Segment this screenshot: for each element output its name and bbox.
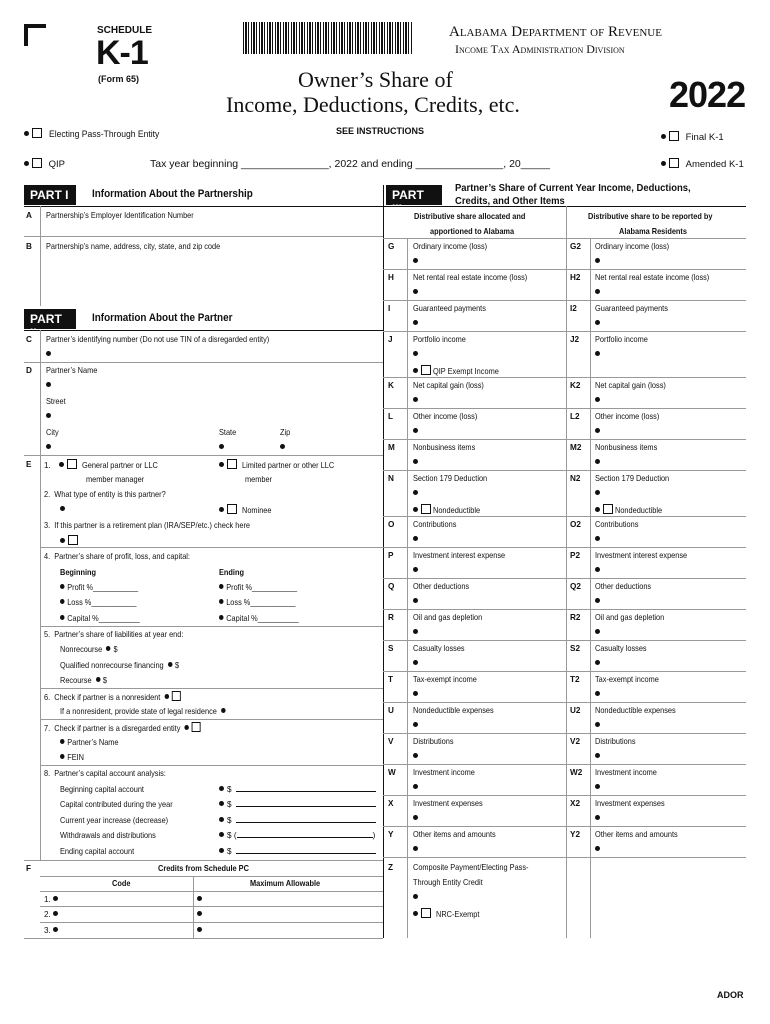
p3-amount-al[interactable] <box>413 288 421 297</box>
p3-label: Investment income <box>413 768 475 777</box>
p3-code2: G2 <box>570 242 581 251</box>
p3-amount-al[interactable] <box>413 350 421 359</box>
nominee-row <box>219 504 275 515</box>
p3-label: Nonbusiness items <box>413 443 476 452</box>
p3-label: Investment interest expense <box>413 551 506 560</box>
nrc-exempt-checkbox[interactable] <box>421 908 431 918</box>
general-partner-checkbox[interactable] <box>67 459 77 469</box>
p3-amount-res[interactable] <box>595 396 603 405</box>
p3-label2: Nonbusiness items <box>595 443 658 452</box>
credit-row-2[interactable]: 2. <box>44 910 61 919</box>
see-instructions: SEE INSTRUCTIONS <box>336 126 425 136</box>
qip-checkbox[interactable] <box>32 158 42 168</box>
p3-label2: Investment income <box>595 768 657 777</box>
amended-row <box>661 158 744 170</box>
line-f-code: F <box>26 864 32 873</box>
barcode <box>243 22 413 54</box>
p3-code: P <box>388 551 394 560</box>
capital-ending[interactable]: Capital %__________ <box>219 614 299 623</box>
p3-amount-al[interactable] <box>413 458 421 467</box>
e5-label: 5. Partner’s share of liabilities at year end: <box>44 630 184 639</box>
p3-code2: Y2 <box>570 830 581 839</box>
p3-amount-res[interactable] <box>595 288 603 297</box>
part1-title: Information About the Partnership <box>92 188 253 200</box>
member-manager-label: member manager <box>86 475 145 484</box>
p3-code: J <box>388 335 393 344</box>
disregarded-checkbox[interactable] <box>192 722 201 732</box>
capital-beginning[interactable]: Capital %__________ <box>60 614 140 623</box>
bullet-icon <box>595 258 600 263</box>
loss-ending[interactable]: Loss %___________ <box>219 598 295 607</box>
limited-partner-label: Limited partner or other LLC <box>242 461 335 470</box>
e1-row <box>44 459 167 470</box>
p3-label: Investment expenses <box>413 799 483 808</box>
p3-code: M <box>388 443 395 452</box>
cap-beginning-field[interactable]: $ <box>219 785 376 794</box>
nrc-exempt-label: NRC-Exempt <box>436 910 480 919</box>
line-c-label: Partner’s identifying number (Do not use TIN of a disregarded entity) <box>46 335 270 344</box>
bullet-icon <box>595 397 600 402</box>
p3-amount-res[interactable] <box>595 628 603 637</box>
max-header: Maximum Allowable <box>250 879 321 888</box>
p3-label: Net rental real estate income (loss) <box>413 273 528 282</box>
p3-code2: O2 <box>570 520 581 529</box>
bullet-icon <box>413 815 418 820</box>
bullet-icon <box>595 722 600 727</box>
profit-beginning[interactable]: Profit %___________ <box>60 583 138 592</box>
amended-label: Amended K-1 <box>685 159 744 170</box>
p3-code: O <box>388 520 395 529</box>
bullet-icon <box>46 382 51 387</box>
loss-beginning[interactable]: Loss %___________ <box>60 598 136 607</box>
credit-row-3[interactable]: 3. <box>44 926 61 935</box>
bullet-icon <box>413 753 418 758</box>
form-sub: (Form 65) <box>98 74 140 84</box>
p3-code: Q <box>388 582 395 591</box>
line-d-code: D <box>26 366 32 375</box>
p3-amount-res[interactable] <box>595 489 603 498</box>
bullet-icon <box>413 691 418 696</box>
bullet-icon <box>595 753 600 758</box>
ending-label: Ending <box>219 568 244 577</box>
e6-row: 6. Check if partner is a nonresident <box>44 691 181 702</box>
bullet-icon <box>413 629 418 634</box>
p3-amount-res[interactable] <box>595 458 603 467</box>
bullet-icon <box>595 351 600 356</box>
bullet-icon <box>197 927 202 932</box>
p3-amount-res[interactable] <box>595 783 603 792</box>
p3-code2: I2 <box>570 304 577 313</box>
cap-increase-field[interactable]: $ <box>219 816 376 825</box>
p3-amount-res[interactable] <box>595 597 603 606</box>
bullet-icon <box>413 507 418 512</box>
final-label: Final K-1 <box>685 132 724 143</box>
credit-row-1[interactable]: 1. <box>44 895 61 904</box>
cap-ending-field[interactable]: $ <box>219 847 376 856</box>
p3-amount-res[interactable] <box>595 752 603 761</box>
zip-label: Zip <box>280 428 291 437</box>
p3-code: T <box>388 675 394 684</box>
dept-line1: Alabama Department of Revenue <box>449 24 662 40</box>
nominee-checkbox[interactable] <box>227 504 237 514</box>
p3-label: Portfolio income <box>413 335 466 344</box>
p3-label2: Other items and amounts <box>595 830 678 839</box>
recourse-row[interactable]: Recourse $ <box>60 676 107 685</box>
cap-ending-label: Ending capital account <box>60 847 135 856</box>
general-partner-label: General partner or LLC <box>82 461 159 470</box>
p3-label2: Section 179 Deduction <box>595 474 670 483</box>
footer-ador: ADOR <box>717 990 744 1000</box>
p3-amount-res[interactable] <box>595 350 603 359</box>
bullet-icon <box>413 722 418 727</box>
e8-label: 8. Partner’s capital account analysis: <box>44 769 166 778</box>
bullet-icon <box>595 490 600 495</box>
p3-label2: Investment expenses <box>595 799 665 808</box>
cap-withdrawals-label: Withdrawals and distributions <box>60 831 156 840</box>
bullet-icon <box>280 444 285 449</box>
bullet-icon <box>413 368 418 373</box>
bullet-icon <box>595 846 600 851</box>
qip-exempt-row <box>413 365 506 376</box>
qip-label: QIP <box>48 159 66 170</box>
code-header: Code <box>112 879 131 888</box>
p3-amount-al[interactable] <box>413 845 421 854</box>
p3-label2: Net capital gain (loss) <box>595 381 666 390</box>
cap-beginning-label: Beginning capital account <box>60 785 144 794</box>
p3-code: R <box>388 613 394 622</box>
bullet-icon <box>595 815 600 820</box>
p3-label2: Guaranteed payments <box>595 304 668 313</box>
bullet-icon <box>595 320 600 325</box>
e7-fein-row[interactable]: FEIN <box>60 753 84 762</box>
p3-amount-al[interactable] <box>413 427 421 436</box>
bullet-icon <box>595 428 600 433</box>
e4-label: 4. Partner’s share of profit, loss, and capital: <box>44 552 190 561</box>
city-label: City <box>46 428 59 437</box>
z-line2: Through Entity Credit <box>413 878 483 887</box>
part1-label: PART I <box>24 185 76 205</box>
bullet-icon <box>595 691 600 696</box>
e2-label: 2. What type of entity is this partner? <box>44 490 166 499</box>
p3-label: Other items and amounts <box>413 830 496 839</box>
electing-label: Electing Pass-Through Entity <box>48 129 159 140</box>
title-line2: Income, Deductions, Credits, etc. <box>226 92 520 117</box>
bullet-icon <box>595 660 600 665</box>
e6b-row[interactable]: If a nonresident, provide state of legal residence <box>60 707 228 716</box>
p3-amount-res[interactable] <box>595 427 603 436</box>
p3-label2: Portfolio income <box>595 335 648 344</box>
p3-label2: Ordinary income (loss) <box>595 242 670 251</box>
p3-label: Casualty losses <box>413 644 465 653</box>
bullet-icon <box>661 134 666 139</box>
limited-partner-checkbox[interactable] <box>227 459 237 469</box>
p3-label: Guaranteed payments <box>413 304 486 313</box>
bullet-icon <box>595 507 600 512</box>
bullet-icon <box>413 320 418 325</box>
member-label: member <box>245 475 273 484</box>
p3-code2: V2 <box>570 737 581 746</box>
beginning-label: Beginning <box>60 568 97 577</box>
p3-amount-al[interactable] <box>413 396 421 405</box>
title-line1: Owner’s Share of <box>298 67 453 92</box>
p3-label2: Casualty losses <box>595 644 647 653</box>
final-row <box>661 131 724 143</box>
p3-label2: Net rental real estate income (loss) <box>595 273 710 282</box>
nondeductible-checkbox-2[interactable] <box>603 504 613 514</box>
final-checkbox[interactable] <box>669 131 679 141</box>
p3-label: Section 179 Deduction <box>413 474 488 483</box>
qip-exempt-label: QIP Exempt Income <box>433 367 500 376</box>
p3-code: H <box>388 273 394 282</box>
bullet-icon <box>46 351 51 356</box>
p3-amount-al[interactable] <box>413 489 421 498</box>
bullet-icon <box>197 911 202 916</box>
cap-increase-label: Current year increase (decrease) <box>60 816 169 825</box>
line-c-code: C <box>26 335 32 344</box>
p3-code2: K2 <box>570 381 581 390</box>
bullet-icon <box>46 413 51 418</box>
p3-code: Y <box>388 830 394 839</box>
p3-label: Net capital gain (loss) <box>413 381 484 390</box>
bullet-icon <box>413 397 418 402</box>
p3-label: Ordinary income (loss) <box>413 242 488 251</box>
bullet-icon <box>46 444 51 449</box>
p3-amount-res[interactable] <box>595 721 603 730</box>
bullet-icon <box>595 289 600 294</box>
p3-code2: S2 <box>570 644 581 653</box>
line-a-label: Partnership’s Employer Identification Number <box>46 211 194 220</box>
p3-code2: H2 <box>570 273 581 282</box>
form-id: K-1 <box>96 34 148 72</box>
p3-label2: Investment interest expense <box>595 551 688 560</box>
qip-row <box>24 158 65 170</box>
p3-code: K <box>388 381 394 390</box>
e1-number: 1. <box>44 461 51 470</box>
p3-label2: Tax-exempt income <box>595 675 659 684</box>
p3-label2: Contributions <box>595 520 639 529</box>
bullet-icon <box>219 444 224 449</box>
bullet-icon <box>595 459 600 464</box>
bullet-icon <box>413 428 418 433</box>
p3-code: G <box>388 242 395 251</box>
line-z-code: Z <box>388 863 394 872</box>
dept-line2: Income Tax Administration Division <box>455 42 625 56</box>
bullet-icon <box>595 629 600 634</box>
colA-line2: apportioned to Alabama <box>430 227 515 236</box>
bullet-icon <box>59 462 64 467</box>
nonresident-checkbox[interactable] <box>172 691 181 701</box>
colB-line1: Distributive share to be reported by <box>588 212 713 221</box>
p3-amount-al[interactable] <box>413 597 421 606</box>
nondeductible-checkbox[interactable] <box>421 504 431 514</box>
part2-title: Information About the Partner <box>92 312 233 324</box>
p3-code: X <box>388 799 394 808</box>
p3-amount-res[interactable] <box>595 535 603 544</box>
p3-label2: Distributions <box>595 737 636 746</box>
p3-label: Oil and gas depletion <box>413 613 483 622</box>
p3-code2: P2 <box>570 551 581 560</box>
p3-label: Nondeductible expenses <box>413 706 494 715</box>
nondeductible-row-2 <box>595 504 668 515</box>
z-line1: Composite Payment/Electing Pass- <box>413 863 529 872</box>
p3-label2: Other income (loss) <box>595 412 660 421</box>
profit-ending[interactable]: Profit %___________ <box>219 583 297 592</box>
p3-code2: W2 <box>570 768 583 777</box>
street-label: Street <box>46 397 66 406</box>
nonrecourse-row[interactable]: Nonrecourse $ <box>60 645 118 654</box>
p3-amount-al[interactable] <box>413 628 421 637</box>
p3-code2: R2 <box>570 613 581 622</box>
bullet-icon <box>24 161 29 166</box>
bullet-icon <box>60 538 65 543</box>
tax-year: 2022 <box>669 74 746 115</box>
p3-amount-al[interactable] <box>413 783 421 792</box>
qualified-row[interactable]: Qualified nonrecourse financing $ <box>60 661 180 670</box>
qip-exempt-checkbox[interactable] <box>421 365 431 375</box>
line-a-code: A <box>26 211 32 220</box>
p3-amount-al[interactable] <box>413 659 421 668</box>
p3-code: U <box>388 706 394 715</box>
retirement-plan-checkbox[interactable] <box>68 535 78 545</box>
nondeductible-row <box>413 504 486 515</box>
bullet-icon <box>197 896 202 901</box>
e7-row: 7. Check if partner is a disregarded entity <box>44 722 201 733</box>
p3-label2: Other deductions <box>595 582 652 591</box>
p3-amount-res[interactable] <box>595 690 603 699</box>
p3-amount-al[interactable] <box>413 566 421 575</box>
p3-amount-res[interactable] <box>595 566 603 575</box>
amended-checkbox[interactable] <box>669 158 679 168</box>
p3-amount-al[interactable] <box>413 721 421 730</box>
part3-label: PART III <box>386 185 442 205</box>
p3-amount-al[interactable] <box>413 814 421 823</box>
credits-title: Credits from Schedule PC <box>158 864 249 873</box>
p3-amount-res[interactable] <box>595 814 603 823</box>
bullet-icon <box>413 660 418 665</box>
p3-code2: T2 <box>570 675 580 684</box>
bullet-icon <box>219 462 224 467</box>
partner-name-label: Partner’s Name <box>46 366 98 375</box>
p3-code2: Q2 <box>570 582 581 591</box>
p3-code: V <box>388 737 394 746</box>
p3-amount-al[interactable] <box>413 752 421 761</box>
bullet-icon <box>413 459 418 464</box>
cap-contributed-label: Capital contributed during the year <box>60 800 173 809</box>
line-e-code: E <box>26 460 32 469</box>
p3-amount-res[interactable] <box>595 659 603 668</box>
p3-label2: Nondeductible expenses <box>595 706 676 715</box>
bullet-icon <box>595 598 600 603</box>
e1-limited-row <box>219 459 345 470</box>
corner-mark <box>24 24 46 46</box>
p3-amount-al[interactable] <box>413 257 421 266</box>
nondeductible-label-2: Nondeductible <box>615 506 663 515</box>
bullet-icon <box>219 507 224 512</box>
p3-label: Contributions <box>413 520 457 529</box>
bullet-icon <box>413 846 418 851</box>
z-amount[interactable] <box>413 893 421 902</box>
p3-amount-res[interactable] <box>595 257 603 266</box>
e3-label: 3. If this partner is a retirement plan (IRA/SEP/etc.) check here <box>44 521 251 530</box>
electing-row <box>24 128 171 140</box>
bullet-icon <box>595 784 600 789</box>
p3-code2: L2 <box>570 412 580 421</box>
bullet-icon <box>413 784 418 789</box>
p3-code2: M2 <box>570 443 582 452</box>
p3-amount-res[interactable] <box>595 845 603 854</box>
bullet-icon <box>413 490 418 495</box>
bullet-icon <box>60 506 65 511</box>
bullet-icon <box>413 351 418 356</box>
cap-contributed-field[interactable]: $ <box>219 800 376 809</box>
p3-code2: X2 <box>570 799 581 808</box>
bullet-icon <box>413 598 418 603</box>
colA-line1: Distributive share allocated and <box>414 212 526 221</box>
p3-amount-res[interactable] <box>595 319 603 328</box>
schedule-label: SCHEDULE <box>97 25 153 36</box>
part3-title1: Partner’s Share of Current Year Income, Deductions, <box>455 182 691 194</box>
p3-amount-al[interactable] <box>413 319 421 328</box>
bullet-icon <box>24 131 29 136</box>
bullet-icon <box>595 567 600 572</box>
bullet-icon <box>413 258 418 263</box>
p3-code2: J2 <box>570 335 580 344</box>
bullet-icon <box>661 161 666 166</box>
p3-code: N <box>388 474 394 483</box>
p3-code: S <box>388 644 394 653</box>
p3-label: Distributions <box>413 737 454 746</box>
p3-label2: Oil and gas depletion <box>595 613 665 622</box>
bullet-icon <box>595 536 600 541</box>
nrc-row <box>413 908 485 919</box>
p3-amount-al[interactable] <box>413 690 421 699</box>
bullet-icon <box>413 536 418 541</box>
state-label: State <box>219 428 237 437</box>
colB-line2: Alabama Residents <box>619 227 687 236</box>
p3-code: I <box>388 304 391 313</box>
p3-code2: U2 <box>570 706 581 715</box>
p3-amount-al[interactable] <box>413 535 421 544</box>
e7-name-row[interactable]: Partner’s Name <box>60 738 119 747</box>
p3-code: W <box>388 768 396 777</box>
p3-label: Other deductions <box>413 582 470 591</box>
bullet-icon <box>413 911 418 916</box>
electing-checkbox[interactable] <box>32 128 42 138</box>
p3-label: Other income (loss) <box>413 412 478 421</box>
part3-title2: Credits, and Other Items <box>455 195 565 207</box>
line-b-label: Partnership’s name, address, city, state, and zip code <box>46 242 221 251</box>
part2-label: PART II <box>24 309 76 329</box>
bullet-icon <box>413 567 418 572</box>
p3-label: Tax-exempt income <box>413 675 477 684</box>
line-b-code: B <box>26 242 32 251</box>
cap-withdrawals-field[interactable]: $ ( ) <box>219 831 375 840</box>
p3-code2: N2 <box>570 474 581 483</box>
tax-year-line[interactable]: Tax year beginning _______________, 2022 and ending _______________, 20_____ <box>150 158 550 170</box>
p3-code: L <box>388 412 394 421</box>
bullet-icon <box>413 289 418 294</box>
nominee-label: Nominee <box>242 506 272 515</box>
nondeductible-label: Nondeductible <box>433 506 481 515</box>
